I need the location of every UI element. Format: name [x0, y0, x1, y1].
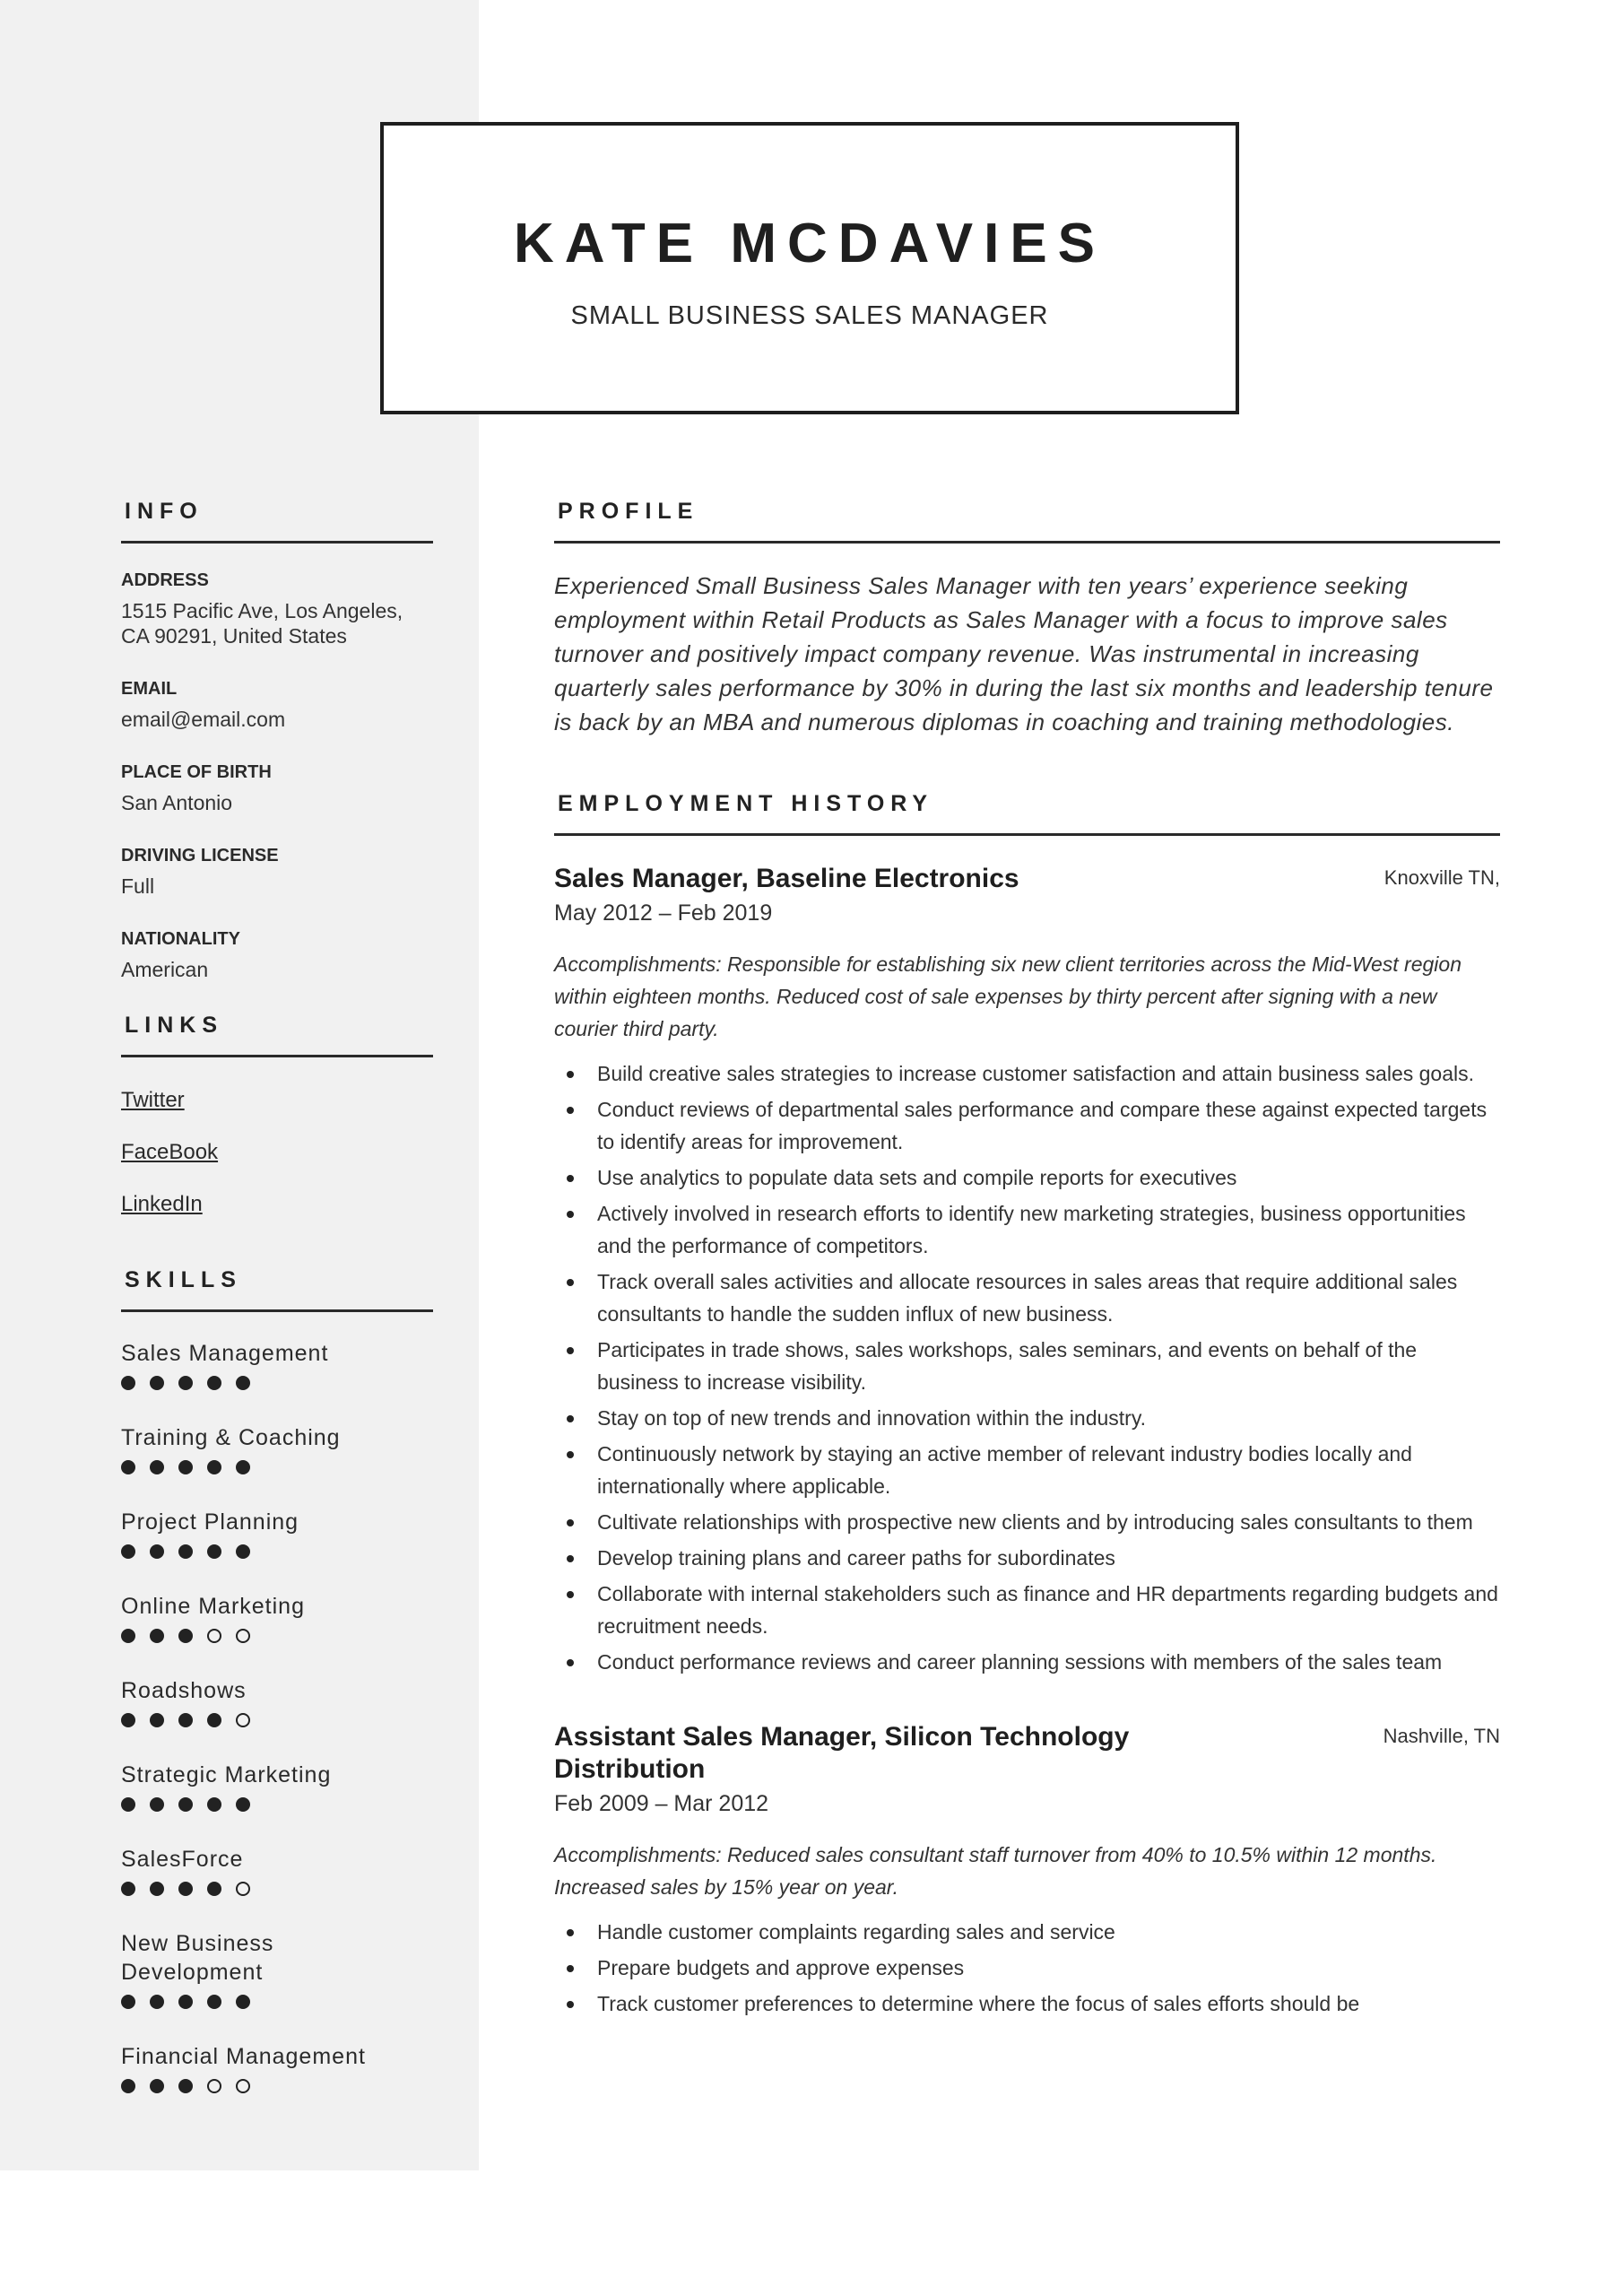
info-label: ADDRESS: [121, 570, 209, 590]
job-dates: May 2012 – Feb 2019: [554, 900, 773, 926]
skill-name: Sales Management: [121, 1341, 329, 1366]
skill-rating: [121, 1459, 433, 1481]
duty-item: [554, 1265, 1500, 1330]
info-label: EMAIL: [121, 679, 178, 699]
duty-text: Collaborate with internal stakeholders such as finance and HR departments regarding budgets and recruitment needs.: [597, 1582, 1498, 1638]
bullet-icon: [567, 1279, 574, 1286]
info-value: American: [121, 958, 209, 981]
rating-dot-filled-icon: [121, 1460, 135, 1474]
rating-dot-filled-icon: [150, 1882, 164, 1896]
duty-item: [554, 1952, 1500, 1984]
skill-name: SalesForce: [121, 1847, 244, 1872]
skill-item: [121, 1508, 433, 1565]
rating-dot-filled-icon: [207, 1995, 221, 2009]
info-item-driving-license: [121, 846, 433, 899]
info-label: DRIVING LICENSE: [121, 846, 279, 865]
rating-dot-filled-icon: [121, 1797, 135, 1812]
duty-item: [554, 1916, 1500, 1948]
bullet-icon: [567, 1415, 574, 1422]
job-duties-list: [554, 1916, 1500, 2020]
job-accomplishments: Accomplishments: Reduced sales consultant staff turnover from 40% to 10.5% within 12 months. Increased sales by 15% year on year.: [554, 1843, 1437, 1899]
skill-item: [121, 1339, 433, 1396]
rating-dot-filled-icon: [150, 1544, 164, 1559]
rating-dot-filled-icon: [178, 1629, 193, 1643]
duty-text: Conduct reviews of departmental sales performance and compare these against expected targets to identify areas for improvement.: [597, 1098, 1488, 1153]
duty-item: [554, 1506, 1500, 1538]
bullet-icon: [567, 1107, 574, 1114]
rating-dot-empty-icon: [236, 1713, 250, 1727]
skills-list: [121, 1339, 433, 2100]
bullet-icon: [567, 1071, 574, 1078]
job-title: Assistant Sales Manager, Silicon Technology Distribution: [554, 1722, 1130, 1784]
duty-text: Stay on top of new trends and innovation within the industry.: [597, 1406, 1147, 1430]
rating-dot-filled-icon: [236, 1460, 250, 1474]
skills-heading: SKILLS: [121, 1267, 433, 1312]
duty-text: Track overall sales activities and allocate resources in sales areas that require additional sales consultants to handle the sudden influx of new business.: [597, 1270, 1458, 1326]
duty-text: Continuously network by staying an active member of relevant industry bodies locally and internationally where applicable.: [597, 1442, 1412, 1498]
skill-rating: [121, 1544, 433, 1565]
rating-dot-filled-icon: [150, 1995, 164, 2009]
employment-heading: EMPLOYMENT HISTORY: [554, 791, 1500, 836]
skill-rating: [121, 1375, 433, 1396]
skill-item: [121, 1761, 433, 1818]
link-linkedin[interactable]: LinkedIn: [121, 1192, 203, 1216]
skill-rating: [121, 1881, 433, 1902]
rating-dot-filled-icon: [150, 1797, 164, 1812]
bullet-icon: [567, 1591, 574, 1598]
duty-item: [554, 1197, 1500, 1262]
job-duties-list: [554, 1057, 1500, 1678]
duty-text: Actively involved in research efforts to identify new marketing strategies, business opportunities and the performance of competitors.: [597, 1202, 1466, 1257]
bullet-icon: [567, 1519, 574, 1526]
rating-dot-filled-icon: [121, 2079, 135, 2093]
rating-dot-filled-icon: [178, 1995, 193, 2009]
duty-item: [554, 1402, 1500, 1434]
info-value: 1515 Pacific Ave, Los Angeles, CA 90291, United States: [121, 599, 403, 648]
rating-dot-filled-icon: [178, 1544, 193, 1559]
rating-dot-filled-icon: [236, 1544, 250, 1559]
job-location: Knoxville TN,: [1383, 866, 1500, 889]
bullet-icon: [567, 1965, 574, 1972]
skill-name: Training & Coaching: [121, 1425, 341, 1450]
rating-dot-filled-icon: [121, 1629, 135, 1643]
name-header-box: [380, 122, 1239, 414]
info-heading: INFO: [121, 499, 433, 544]
rating-dot-filled-icon: [121, 1882, 135, 1896]
skill-name: New Business Development: [121, 1931, 274, 1985]
rating-dot-filled-icon: [178, 2079, 193, 2093]
rating-dot-filled-icon: [150, 1376, 164, 1390]
bullet-icon: [567, 1555, 574, 1562]
skill-name: Strategic Marketing: [121, 1762, 332, 1787]
profile-summary: Experienced Small Business Sales Manager with ten years’ experience seeking employment within Retail Products as Sales Manager with a focus to improve sales turnover and positively impact company revenue. Was instrumental in increasing quarterly sales performance by 30% in during the last six months and leadership tenure is back by an MBA and numerous diplomas in coaching and training methodologies.: [554, 572, 1494, 735]
rating-dot-filled-icon: [178, 1376, 193, 1390]
skill-rating: [121, 1994, 433, 2015]
info-value: Full: [121, 874, 155, 898]
rating-dot-filled-icon: [150, 1713, 164, 1727]
rating-dot-filled-icon: [207, 1376, 221, 1390]
duty-text: Develop training plans and career paths for subordinates: [597, 1546, 1115, 1570]
rating-dot-empty-icon: [207, 2079, 221, 2093]
job-dates: Feb 2009 – Mar 2012: [554, 1791, 769, 1816]
bullet-icon: [567, 1175, 574, 1182]
skill-item: [121, 1845, 433, 1902]
bullet-icon: [567, 1659, 574, 1666]
info-list: [121, 570, 433, 982]
rating-dot-filled-icon: [236, 1797, 250, 1812]
skill-item: [121, 1929, 433, 2015]
rating-dot-filled-icon: [207, 1460, 221, 1474]
rating-dot-filled-icon: [150, 1629, 164, 1643]
job-role-title: SMALL BUSINESS SALES MANAGER: [570, 301, 1049, 330]
rating-dot-filled-icon: [207, 1544, 221, 1559]
rating-dot-filled-icon: [236, 1995, 250, 2009]
bullet-icon: [567, 1347, 574, 1354]
job-title: Sales Manager, Baseline Electronics: [554, 864, 1019, 893]
info-item-nationality: [121, 929, 433, 982]
main-content: [554, 499, 1500, 2023]
rating-dot-filled-icon: [121, 1544, 135, 1559]
info-value: San Antonio: [121, 791, 233, 814]
skill-rating: [121, 1712, 433, 1734]
skill-item: [121, 1423, 433, 1481]
rating-dot-empty-icon: [236, 2079, 250, 2093]
duty-item: [554, 1093, 1500, 1158]
duty-item: [554, 1057, 1500, 1090]
duty-item: [554, 1438, 1500, 1502]
duty-text: Build creative sales strategies to increase customer satisfaction and attain business sales goals.: [597, 1062, 1475, 1085]
duty-item: [554, 1578, 1500, 1642]
job-entry: [554, 1721, 1500, 2020]
duty-text: Handle customer complaints regarding sales and service: [597, 1920, 1115, 1944]
job-accomplishments: Accomplishments: Responsible for establishing six new client territories across the Mid-West region within eighteen months. Reduced cost of sale expenses by thirty percent after signing with a new courier third party.: [554, 952, 1462, 1040]
duty-item: [554, 1542, 1500, 1574]
candidate-name: KATE MCDAVIES: [513, 213, 1106, 274]
bullet-icon: [567, 1211, 574, 1218]
info-value: email@email.com: [121, 708, 286, 731]
skill-rating: [121, 2078, 433, 2100]
info-label: NATIONALITY: [121, 929, 240, 949]
rating-dot-filled-icon: [236, 1376, 250, 1390]
duty-item: [554, 1334, 1500, 1398]
skill-name: Project Planning: [121, 1509, 299, 1535]
skill-item: [121, 2042, 433, 2100]
job-entry: [554, 863, 1500, 1678]
skill-rating: [121, 1628, 433, 1649]
links-heading: LINKS: [121, 1013, 433, 1057]
link-facebook[interactable]: FaceBook: [121, 1140, 219, 1164]
link-twitter[interactable]: Twitter: [121, 1088, 185, 1112]
rating-dot-filled-icon: [207, 1797, 221, 1812]
info-label: PLACE OF BIRTH: [121, 762, 272, 782]
rating-dot-filled-icon: [178, 1797, 193, 1812]
skill-rating: [121, 1796, 433, 1818]
rating-dot-filled-icon: [178, 1460, 193, 1474]
skill-name: Online Marketing: [121, 1594, 305, 1619]
rating-dot-filled-icon: [121, 1995, 135, 2009]
info-item-address: [121, 570, 433, 648]
rating-dot-filled-icon: [121, 1376, 135, 1390]
rating-dot-filled-icon: [207, 1882, 221, 1896]
duty-text: Participates in trade shows, sales workshops, sales seminars, and events on behalf of the business to increase visibility.: [597, 1338, 1418, 1394]
skill-item: [121, 1676, 433, 1734]
jobs-list: [554, 863, 1500, 2020]
info-item-place-of-birth: [121, 762, 433, 815]
rating-dot-empty-icon: [236, 1629, 250, 1643]
rating-dot-filled-icon: [178, 1882, 193, 1896]
rating-dot-filled-icon: [178, 1713, 193, 1727]
rating-dot-empty-icon: [236, 1882, 250, 1896]
duty-text: Use analytics to populate data sets and compile reports for executives: [597, 1166, 1237, 1189]
bullet-icon: [567, 2001, 574, 2008]
skill-item: [121, 1592, 433, 1649]
skill-name: Roadshows: [121, 1678, 247, 1703]
duty-item: [554, 1646, 1500, 1678]
duty-text: Conduct performance reviews and career planning sessions with members of the sales team: [597, 1650, 1443, 1674]
duty-item: [554, 1987, 1500, 2020]
duty-text: Cultivate relationships with prospective new clients and by introducing sales consultants to them: [597, 1510, 1473, 1534]
bullet-icon: [567, 1451, 574, 1458]
rating-dot-filled-icon: [207, 1713, 221, 1727]
duty-text: Track customer preferences to determine where the focus of sales efforts should be: [597, 1992, 1360, 2015]
rating-dot-filled-icon: [121, 1713, 135, 1727]
job-location: Nashville, TN: [1383, 1725, 1500, 1747]
bullet-icon: [567, 1929, 574, 1936]
sidebar: [121, 499, 433, 2100]
profile-heading: PROFILE: [554, 499, 1500, 544]
duty-text: Prepare budgets and approve expenses: [597, 1956, 965, 1979]
skill-name: Financial Management: [121, 2044, 366, 2069]
rating-dot-empty-icon: [207, 1629, 221, 1643]
duty-item: [554, 1161, 1500, 1194]
rating-dot-filled-icon: [150, 1460, 164, 1474]
rating-dot-filled-icon: [150, 2079, 164, 2093]
info-item-email: [121, 679, 433, 732]
